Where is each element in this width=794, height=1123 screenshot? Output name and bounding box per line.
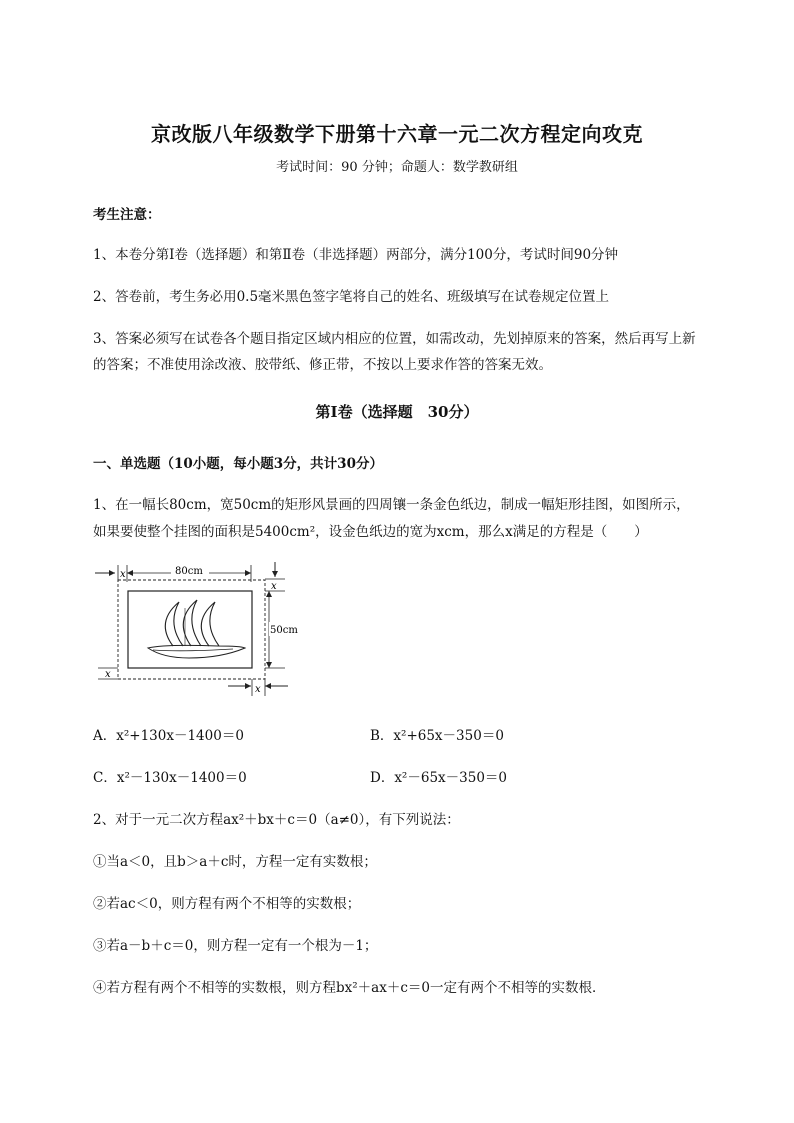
notice-heading: 考生注意： <box>93 207 161 223</box>
x-label-bottom-right: x <box>255 684 261 695</box>
part1-title: 第Ⅰ卷（选择题 30分） <box>315 403 479 421</box>
x-label-top-right: x <box>271 581 277 592</box>
notice-item-3: 3、答案必须写在试卷各个题目指定区域内相应的位置，如需改动，先划掉原来的答案，然后再写上新 <box>93 331 696 347</box>
width-label: 80cm <box>175 566 203 577</box>
notice-item-1: 1、本卷分第Ⅰ卷（选择题）和第Ⅱ卷（非选择题）两部分，满分100分，考试时间90分钟 <box>93 247 619 263</box>
q1-stem-line2: 如果要使整个挂图的面积是5400cm²，设金色纸边的宽为xcm，那么x满足的方程是（ ） <box>93 524 648 540</box>
section-heading: 一、单选题（10小题，每小题3分，共计30分） <box>93 456 383 472</box>
sailboat-drawing <box>148 600 245 658</box>
x-label-bottom-left: x <box>105 669 111 680</box>
q2-statement-1: ①当a＜0，且b＞a＋c时，方程一定有实数根； <box>93 854 377 870</box>
q2-stem: 2、对于一元二次方程ax²＋bx＋c＝0（a≠0），有下列说法： <box>93 812 460 828</box>
q2-statement-2: ②若ac＜0，则方程有两个不相等的实数根； <box>93 896 361 912</box>
height-label: 50cm <box>270 625 298 636</box>
q1-option-b[interactable]: B．x²+65x－350＝0 <box>370 728 504 744</box>
notice-item-2: 2、答卷前，考生务必用0.5毫米黑色签字笔将自己的姓名、班级填写在试卷规定位置上 <box>93 289 610 305</box>
q1-option-d[interactable]: D．x²－65x－350＝0 <box>370 770 507 786</box>
inner-painting <box>128 591 252 668</box>
q2-statement-3: ③若a－b＋c＝0，则方程一定有一个根为－1； <box>93 938 378 954</box>
q1-stem-line1: 1、在一幅长80cm，宽50cm的矩形风景画的四周镶一条金色纸边，制成一幅矩形挂图，如图所示， <box>93 497 690 513</box>
q1-figure <box>93 560 303 700</box>
notice-item-3-continued: 的答案；不准使用涂改液、胶带纸、修正带，不按以上要求作答的答案无效。 <box>93 357 552 373</box>
outer-frame <box>118 580 265 679</box>
q1-option-c[interactable]: C．x²－130x－1400＝0 <box>93 770 247 786</box>
q1-option-a[interactable]: A．x²+130x－1400＝0 <box>93 728 244 744</box>
exam-info: 考试时间：90 分钟；命题人：数学教研组 <box>276 160 518 175</box>
x-label-top-left: x <box>120 569 126 580</box>
q2-statement-4: ④若方程有两个不相等的实数根，则方程bx²＋ax＋c＝0一定有两个不相等的实数根． <box>93 980 606 996</box>
page-title: 京改版八年级数学下册第十六章一元二次方程定向攻克 <box>151 122 643 146</box>
